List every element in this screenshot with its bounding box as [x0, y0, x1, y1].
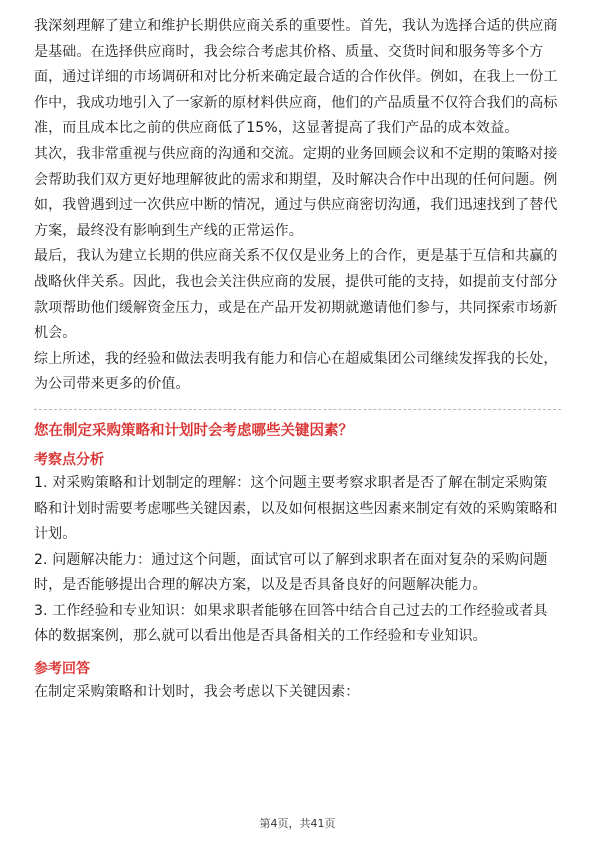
answer-paragraph: 我深刻理解了建立和维护长期供应商关系的重要性。首先，我认为选择合适的供应商是基础。在选择供应商时，我会综合考虑其价格、质量、交货时间和服务等多个方面，通过详细的市场调研和对比分析来确定最合适的合作伙伴。例如，在我上一份工作中，我成功地引入了一家新的原材料供应商，他们的产品质量不仅符合我们的高标准，而且成本比之前的供应商低了15%，这显著提高了我们产品的成本效益。	[34, 18, 558, 137]
analysis-item: 2. 问题解决能力：通过这个问题，面试官可以了解到求职者在面对复杂的采购问题时，是否能够提出合理的解决方案，以及是否具备良好的问题解决能力。	[34, 551, 548, 594]
answer-paragraph: 其次，我非常重视与供应商的沟通和交流。定期的业务回顾会议和不定期的策略对接会帮助我们双方更好地理解彼此的需求和期望，及时解决合作中出现的任何问题。例如，我曾遇到过一次供应中断的情况，通过与供应商密切沟通，我们迅速找到了替代方案，最终没有影响到生产线的正常运作。	[34, 145, 558, 239]
question-title: 您在制定采购策略和计划时会考虑哪些关键因素？	[34, 422, 353, 439]
analysis-item: 3. 工作经验和专业知识：如果求职者能够在回答中结合自己过去的工作经验或者具体的数据案例，那么就可以看出他是否具备相关的工作经验和专业知识。	[34, 602, 548, 645]
page-number: 第4页，共41页	[259, 817, 336, 830]
answer-paragraph: 最后，我认为建立长期的供应商关系不仅仅是业务上的合作，更是基于互信和共赢的战略伙伴关系。因此，我也会关注供应商的发展，提供可能的支持，如提前支付部分款项帮助他们缓解资金压力，或是在产品开发初期就邀请他们参与，共同探索市场新机会。	[34, 248, 558, 342]
page-content	[34, 14, 561, 706]
reference-answer-heading: 参考回答	[34, 661, 90, 678]
analysis-item: 1. 对采购策略和计划制定的理解：这个问题主要考察求职者是否了解在制定采购策略和计划时需要考虑哪些关键因素，以及如何根据这些因素来制定有效的采购策略和计划。	[34, 474, 558, 543]
analysis-heading: 考察点分析	[34, 451, 104, 468]
reference-answer-intro: 在制定采购策略和计划时，我会考虑以下关键因素：	[34, 684, 360, 701]
answer-paragraph: 综上所述，我的经验和做法表明我有能力和信心在超威集团公司继续发挥我的长处，为公司带来更多的价值。	[34, 350, 558, 393]
section-divider	[34, 409, 561, 410]
